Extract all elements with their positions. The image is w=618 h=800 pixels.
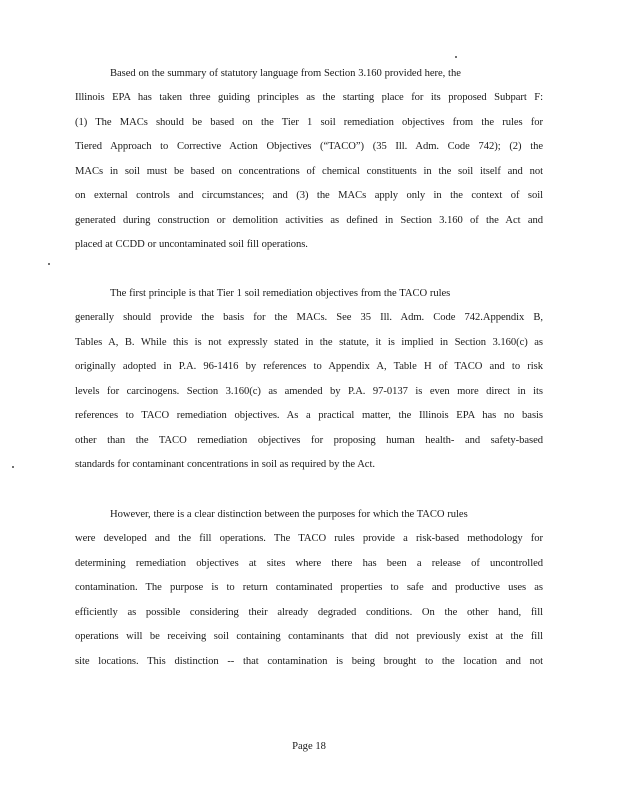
paragraph-line: Tiered Approach to Corrective Action Objectives (“TACO”) (35 Ill. Adm. Code 742); (2) the [75, 141, 543, 153]
paragraph-line: references to TACO remediation objectives. As a practical matter, the Illinois EPA has no basis [75, 410, 543, 422]
paragraph-line: generated during construction or demolition activities as defined in Section 3.160 of the Act and [75, 214, 543, 226]
paragraph-line: were developed and the fill operations. The TACO rules provide a risk-based methodology for [75, 533, 543, 545]
paragraph-line: Illinois EPA has taken three guiding principles as the starting place for its proposed Subpart F: [75, 92, 543, 104]
scan-speck [12, 466, 14, 468]
paragraph-line: determining remediation objectives at sites where there has been a release of uncontrolled [75, 557, 543, 569]
paragraph-line: Based on the summary of statutory language from Section 3.160 provided here, the [110, 68, 461, 79]
page-number: Page 18 [292, 741, 326, 752]
paragraph-line: originally adopted in P.A. 96-1416 by references to Appendix A, Table H of TACO and to risk [75, 361, 543, 373]
paragraph-line: operations will be receiving soil containing contaminants that did not previously exist at the fill [75, 631, 543, 643]
paragraph-line: on external controls and circumstances; and (3) the MACs apply only in the context of soil [75, 190, 543, 202]
paragraph-line: However, there is a clear distinction between the purposes for which the TACO rules [110, 509, 468, 520]
scan-speck [48, 263, 50, 265]
paragraph-line: standards for contaminant concentrations in soil as required by the Act. [75, 459, 375, 471]
paragraph-line: generally should provide the basis for the MACs. See 35 Ill. Adm. Code 742.Appendix B, [75, 312, 543, 324]
paragraph-line: contamination. The purpose is to return contaminated properties to safe and productive uses as [75, 582, 543, 594]
paragraph-line: placed at CCDD or uncontaminated soil fill operations. [75, 239, 308, 251]
paragraph-line: The first principle is that Tier 1 soil remediation objectives from the TACO rules [110, 288, 451, 299]
paragraph-line: efficiently as possible considering their already degraded conditions. On the other hand, fill [75, 606, 543, 618]
scan-speck [455, 56, 457, 58]
paragraph-3 [75, 503, 543, 674]
paragraph-1 [75, 62, 543, 258]
paragraph-2 [75, 282, 543, 478]
paragraph-line: levels for carcinogens. Section 3.160(c) as amended by P.A. 97-0137 is even more direct in its [75, 385, 543, 397]
paragraph-line: site locations. This distinction -- that contamination is being brought to the location and not [75, 655, 543, 667]
paragraph-line: MACs in soil must be based on concentrations of chemical constituents in the soil itself and not [75, 165, 543, 177]
paragraph-line: (1) The MACs should be based on the Tier 1 soil remediation objectives from the rules for [75, 116, 543, 128]
paragraph-line: Tables A, B. While this is not expressly stated in the statute, it is implied in Section 3.160(c) as [75, 336, 543, 348]
paragraph-line: other than the TACO remediation objectives for proposing human health- and safety-based [75, 434, 543, 446]
